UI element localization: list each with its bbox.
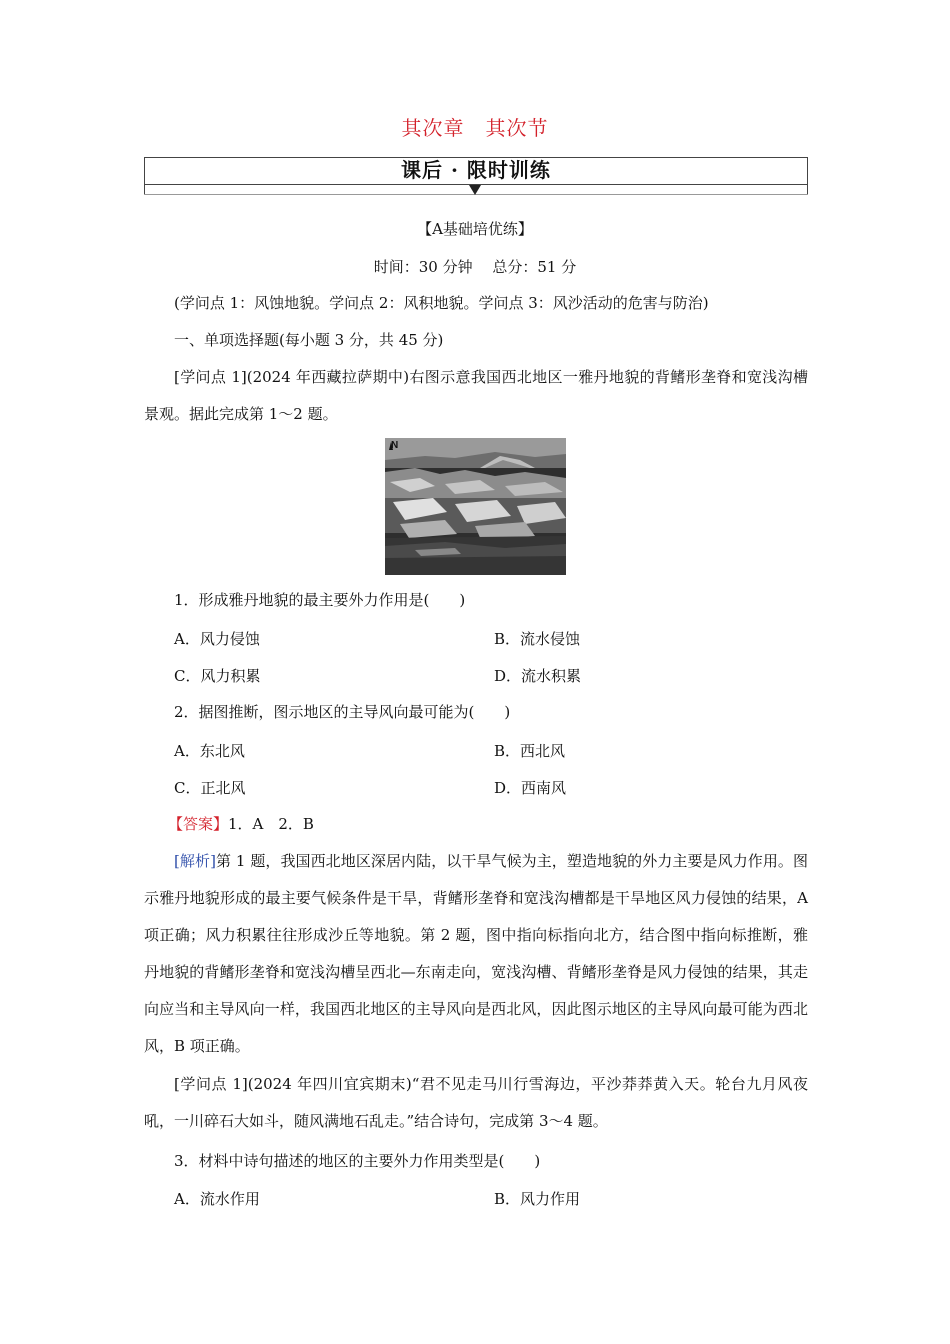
part-title: 一、单项选择题(每小题 3 分，共 45 分) (174, 331, 444, 349)
chapter-title: 其次章 其次节 (401, 116, 549, 140)
north-arrow-icon (389, 442, 393, 450)
intro-paragraph-1: [学问点 1](2024 年西藏拉萨期中)右图示意我国西北地区一雅丹地貌的背鳍形垄脊和宽浅沟槽景观。据此完成第 1～2 题。 (144, 368, 808, 423)
knowledge-points: (学问点 1：风蚀地貌。学问点 2：风积地貌。学问点 3：风沙活动的危害与防治) (174, 294, 709, 312)
analysis-tag: [解析] (174, 852, 216, 870)
q2-option-a: A．东北风 (174, 742, 245, 760)
time-line: 时间：30 分钟 总分：51 分 (373, 258, 577, 276)
yardang-landscape-image (385, 438, 566, 575)
section-title: 【A基础培优练】 (417, 220, 533, 238)
answer-text: 1．A 2．B (228, 815, 314, 833)
analysis-paragraph (144, 843, 808, 1065)
banner-label: 课后 · 限时训练 (401, 158, 551, 182)
triangle-down-icon (469, 185, 481, 195)
north-arrow-label: N (391, 440, 399, 451)
intro-paragraph-2: [学问点 1](2024 年四川宜宾期末)“君不见走马川行雪海边，平沙莽莽黄入天。轮台九月风夜吼，一川碎石大如斗，随风满地石乱走。”结合诗句，完成第 3～4 题。 (144, 1075, 808, 1130)
q1-stem: 1．形成雅丹地貌的最主要外力作用是( ) (174, 591, 466, 609)
q2-stem: 2．据图推断，图示地区的主导风向最可能为( ) (174, 703, 511, 721)
analysis-text: 第 1 题，我国西北地区深居内陆，以干旱气候为主，塑造地貌的外力主要是风力作用。图示雅丹地貌形成的最主要气候条件是干旱，背鳍形垄脊和宽浅沟槽都是干旱地区风力侵蚀的结果，A 项正确；风力积累往往形成沙丘等地貌。第 2 题，图中指向标指向北方，结合图中指向标推断，雅丹地貌的背鳍形垄脊和宽浅沟槽呈西北—东南走向，宽浅沟槽、背鳍形垄脊是风力侵蚀的结果，其走向应当和主导风向一样，我国西北地区的主导风向是西北风，因此图示地区的主导风向最可能为西北风，B 项正确。 (144, 852, 808, 1055)
answer-tag: 【答案】 (168, 815, 229, 833)
q1-option-b: B．流水侵蚀 (494, 630, 581, 648)
section-banner (144, 157, 808, 195)
q3-option-a: A．流水作用 (174, 1190, 260, 1208)
q2-option-c: C．正北风 (174, 779, 246, 797)
yardang-photo (385, 438, 566, 575)
q3-option-b: B．风力作用 (494, 1190, 581, 1208)
q1-option-c: C．风力积累 (174, 667, 261, 685)
answer-line (168, 814, 314, 834)
q2-option-b: B．西北风 (494, 742, 566, 760)
q2-option-d: D．西南风 (494, 779, 567, 797)
q3-stem: 3．材料中诗句描述的地区的主要外力作用类型是( ) (174, 1152, 541, 1170)
q1-option-a: A．风力侵蚀 (174, 630, 260, 648)
q1-option-d: D．流水积累 (494, 667, 582, 685)
